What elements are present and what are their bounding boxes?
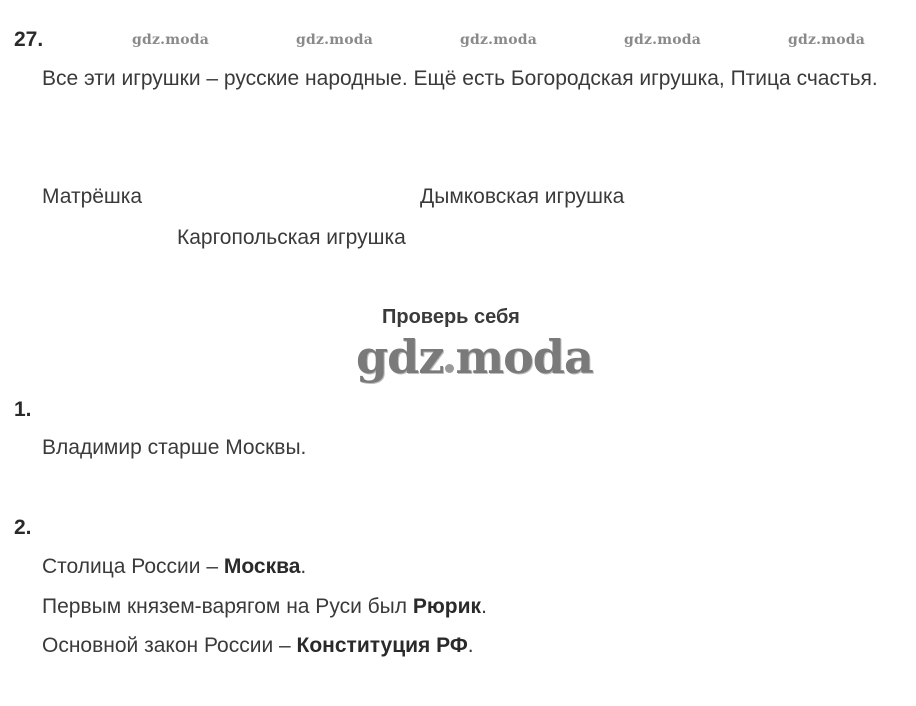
line-suffix: . <box>300 555 307 578</box>
watermark-dot <box>445 364 454 373</box>
line-suffix: . <box>467 634 474 657</box>
task-1-answer: Владимир старше Москвы. <box>42 436 307 459</box>
task-2-line <box>42 555 306 579</box>
toy-matryoshka: Матрёшка <box>42 185 143 208</box>
toy-dymkovo: Дымковская игрушка <box>420 185 625 208</box>
watermark-text: gdz.moda <box>460 32 538 48</box>
section-heading: Проверь себя <box>382 306 520 328</box>
task-2-line <box>42 634 474 658</box>
line-text: Столица России – <box>42 555 224 578</box>
watermark-text: gdz.moda <box>132 32 210 48</box>
task-2-line <box>42 595 487 619</box>
task-27-number: 27. <box>14 28 44 51</box>
line-suffix: . <box>481 595 487 618</box>
line-text: Основной закон России – <box>42 634 297 657</box>
toy-kargopol: Каргопольская игрушка <box>177 226 406 249</box>
watermark-text: gdz.moda <box>788 32 866 48</box>
watermark-text: gdz.moda <box>624 32 702 48</box>
watermark-logo-right: moda <box>455 330 593 384</box>
task-27-paragraph: Все эти игрушки – русские народные. Ещё есть Богородская игрушка, Птица счастья. <box>42 67 878 90</box>
line-answer: Рюрик <box>412 595 482 618</box>
watermark-text: gdz.moda <box>296 32 374 48</box>
watermark-logo-left: gdz <box>356 330 444 384</box>
task-1-number: 1. <box>14 398 32 421</box>
watermark-logo <box>356 330 593 384</box>
line-answer: Москва <box>223 555 301 578</box>
task-2-number: 2. <box>14 516 32 539</box>
line-text: Первым князем-варягом на Руси был <box>42 595 413 618</box>
line-answer: Конституция РФ <box>296 634 468 657</box>
